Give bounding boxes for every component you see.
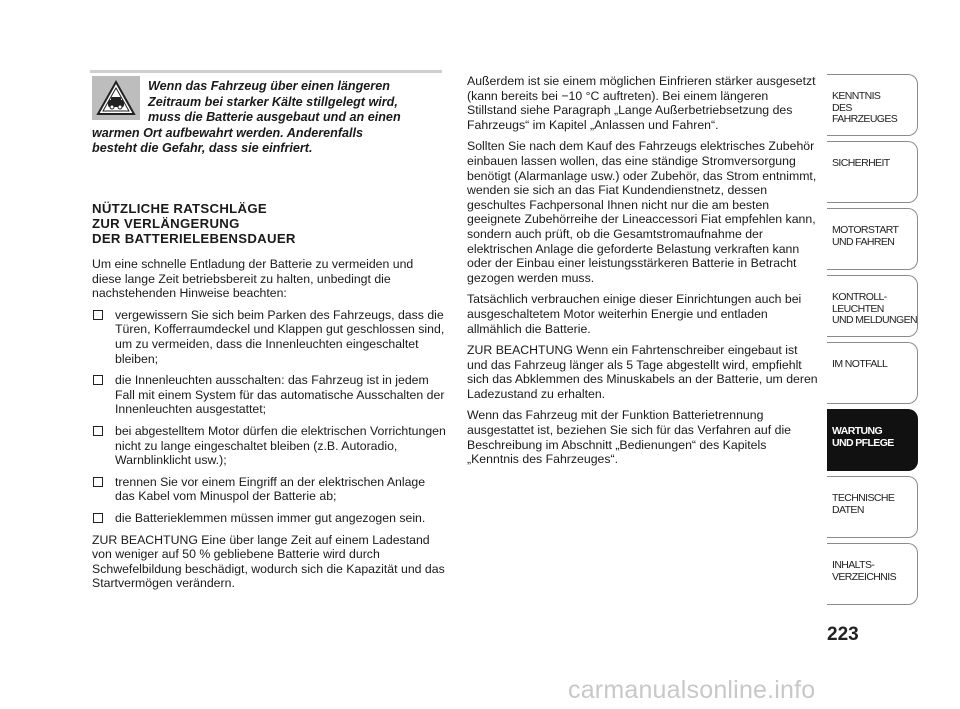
heading-line: ZUR VERLÄNGERUNG [92,216,240,232]
heading-line: NÜTZLICHE RATSCHLÄGE [92,201,267,216]
top-rule [90,70,442,73]
warning-line: muss die Batterie ausgebaut und an einen [148,110,401,125]
paragraph: Wenn das Fahrzeug mit der Funktion Batterietrennung ausgestattet ist, beziehen Sie sich für das Verfahren auf die Beschreibung im Abschnitt „Bedienungen“ des Kapitels „Kenntnis des Fahrzeuges“. [467,408,792,467]
right-column [467,74,819,474]
checkbox-bullet-icon [93,513,103,523]
watermark: carmanualsonline.info [568,676,816,704]
tab-motorstart[interactable]: MOTORSTART UND FAHREN [827,208,918,270]
list-item-text: vergewissern Sie sich beim Parken des Fahrzeugs, dass die Türen, Kofferraumdeckel und Klappen gut geschlossen sind, um zu vermeiden, dass die Innenleuchten eingeschaltet bleiben; [115,307,445,366]
paragraph: ZUR BEACHTUNG Wenn ein Fahrtenschreiber eingebaut ist und das Fahrzeug länger als 5 Tage abgestellt wird, empfiehlt sich das Abklemmen des Minuskabels an der Batterie, um deren Ladezustand zu erhalten. [467,343,818,401]
tab-inhaltsverzeichnis[interactable]: INHALTS- VERZEICHNIS [827,543,918,605]
list-item [92,308,446,366]
tab-technische-daten[interactable]: TECHNISCHE DATEN [827,476,918,538]
checkbox-bullet-icon [93,426,103,436]
left-column [92,257,446,598]
chapter-tabs [827,74,918,610]
heading-line: DER BATTERIELEBENSDAUER [92,231,296,247]
paragraph: Außerdem ist sie einem möglichen Einfrieren stärker ausgesetzt (kann bereits bei −10 °C auftreten). Bei einem längeren Stillstand siehe Paragraph „Lange Außerbetriebsetzung des Fahrzeugs“ im Kapitel „Anlassen und Fahren“. [467,74,816,132]
tab-notfall[interactable]: IM NOTFALL [827,342,918,404]
warning-text [92,79,444,157]
list-item [92,511,446,526]
intro-paragraph: Um eine schnelle Entladung der Batterie zu vermeiden und diese lange Zeit betriebsbereit zu halten, unbedingt die nachstehenden Hinweise beachten: [92,257,414,301]
warning-line: Zeitraum bei starker Kälte stillgelegt wird, [148,94,398,109]
list-item [92,475,446,504]
tab-kenntnis[interactable]: KENNTNIS DES FAHRZEUGES [827,74,918,136]
tab-kontrollleuchten[interactable]: KONTROLL- LEUCHTEN UND MELDUNGEN [827,275,918,337]
note-paragraph: ZUR BEACHTUNG Eine über lange Zeit auf einem Ladestand von weniger auf 50 % gebliebene Batterie wird durch Schwefelbildung beschädigt, wodurch sich die Kapazität und das Startvermögen verändern. [92,532,445,591]
list-item-text: bei abgestelltem Motor dürfen die elektrischen Vorrichtungen nicht zu lange eingeschaltet bleiben (z.B. Autoradio, Warnblinklicht usw.); [115,423,446,468]
list-item [92,424,446,468]
warning-line: besteht die Gefahr, dass sie einfriert. [92,141,313,156]
list-item [92,373,446,417]
paragraph: Sollten Sie nach dem Kauf des Fahrzeugs elektrisches Zubehör einbauen lassen wollen, das eine ständige Stromversorgung benötigt (Alarmanlage usw.) oder Zubehör, das Strom entnimmt, wenden sie sich an das Fiat Kundendienstnetz, dessen geschultes Fachpersonal Ihnen nicht nur die am besten geeignete Zubehörreihe der Lineaccessori Fiat empfehlen kann, sondern auch prüft, ob die Gesamtstromaufnahme der elektrischen Anlage die geforderte Belastung verkraften kann oder der Einbau einer leistungsstärkeren Batterie in Betracht gezogen werden muss. [467,139,817,285]
checkbox-bullet-icon [93,310,103,320]
tips-list [92,308,446,526]
warning-line: warmen Ort aufbewahrt werden. Anderenfalls [92,125,364,140]
page-number: 223 [827,624,859,645]
section-heading [92,201,444,247]
list-item-text: die Batterieklemmen müssen immer gut angezogen sein. [115,510,426,525]
list-item-text: die Innenleuchten ausschalten: das Fahrzeug ist in jedem Fall mit einem System für das automatische Ausschalten der Innenleuchten ausgestattet; [115,373,445,417]
tab-wartung[interactable]: WARTUNG UND PFLEGE [827,409,918,471]
tab-sicherheit[interactable]: SICHERHEIT [827,141,918,203]
list-item-text: trennen Sie vor einem Eingriff an der elektrischen Anlage das Kabel vom Minuspol der Batterie ab; [115,474,426,504]
checkbox-bullet-icon [93,477,103,487]
warning-line: Wenn das Fahrzeug über einen längeren [148,79,390,93]
checkbox-bullet-icon [93,375,103,385]
paragraph: Tatsächlich verbrauchen einige dieser Einrichtungen auch bei ausgeschaltetem Motor weiterhin Energie und entladen allmählich die Batterie. [467,292,802,336]
